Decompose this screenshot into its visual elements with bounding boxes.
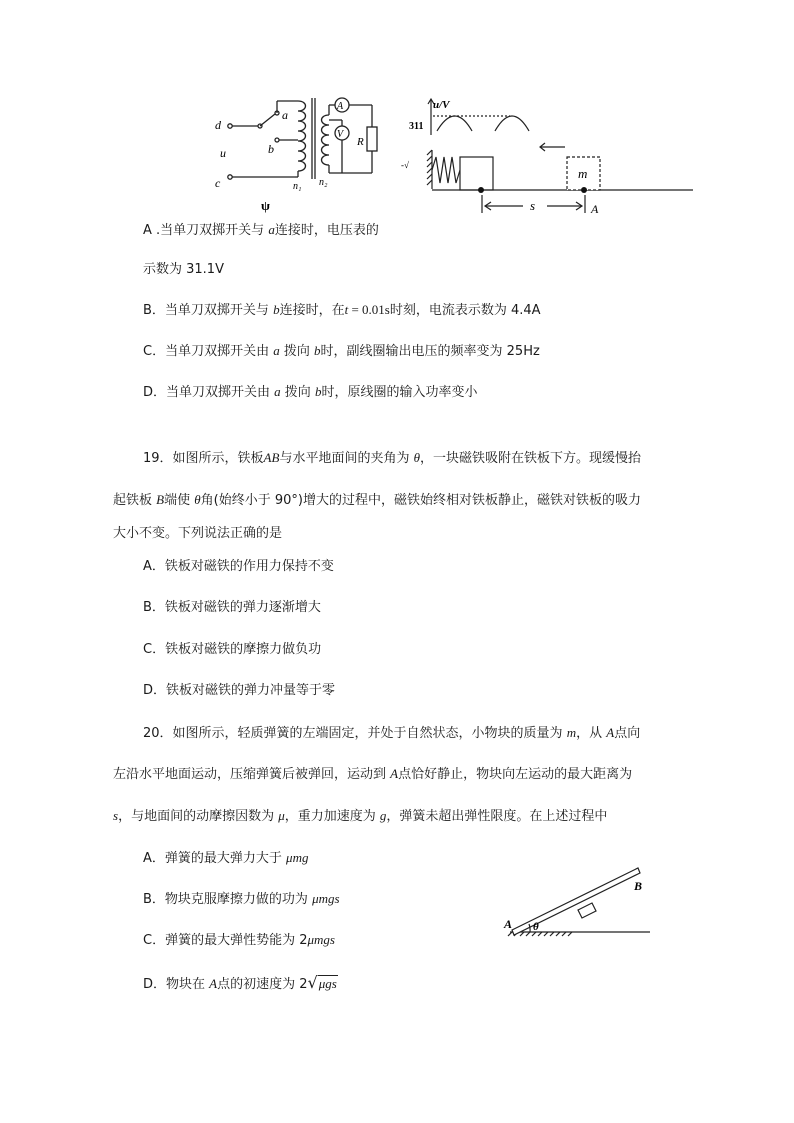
transformer-circuit-figure	[205, 95, 405, 215]
q19-option-c: C．铁板对磁铁的摩擦力做负功	[143, 642, 322, 657]
incline-label-b: B	[634, 879, 643, 893]
label-c: c	[215, 176, 221, 190]
q20-option-c: C．弹簧的最大弹性势能为 2μmgs	[143, 932, 335, 948]
neg-label: -√	[401, 160, 409, 170]
q20-option-d: D．物块在 A点的初速度为 2√μgs	[143, 973, 337, 992]
incline-label-a: A	[504, 917, 513, 931]
sqrt-symbol: √	[307, 973, 318, 992]
label-n1: n₁	[293, 181, 302, 192]
label-n2: n₂	[319, 177, 328, 188]
q18-option-a-line2: 示数为 31.1V	[143, 262, 224, 277]
q20-option-a: A．弹簧的最大弹力大于 μmg	[143, 850, 309, 866]
q20-option-b: B．物块克服摩擦力做的功为 μmgs	[143, 891, 340, 907]
q20-stem-line3: s，与地面间的动摩擦因数为 μ，重力加速度为 g，弹簧未超出弹性限度。在上述过程中	[113, 808, 608, 824]
label-d: d	[215, 118, 221, 132]
mass-label: m	[578, 166, 588, 181]
point-a-label: A	[591, 202, 599, 216]
incline-figure	[500, 862, 660, 942]
q20-stem-line1: 20．如图所示，轻质弹簧的左端固定，并处于自然状态，小物块的质量为 m，从 A点向	[143, 725, 641, 741]
q19-stem-line2: 起铁板 B端使 θ角(始终小于 90°)增大的过程中，磁铁始终相对铁板静止，磁铁对铁板的吸力	[113, 492, 641, 508]
resistor-label: R	[357, 136, 364, 148]
label-u: u	[220, 146, 226, 160]
peak-label: 311	[409, 121, 424, 132]
q18-option-c: C．当单刀双掷开关由 a 拨向 b时，副线圈输出电压的频率变为 25Hz	[143, 343, 540, 359]
figure-caption: ψ	[261, 198, 270, 213]
label-b: b	[268, 142, 274, 156]
incline-label-theta: θ	[533, 921, 539, 933]
axis-label: u/V	[433, 99, 450, 111]
q18-option-a: A .当单刀双掷开关与 a连接时，电压表的	[143, 222, 379, 238]
q19-stem-line3: 大小不变。下列说法正确的是	[113, 526, 283, 541]
q18-option-d: D．当单刀双掷开关由 a 拨向 b时，原线圈的输入功率变小	[143, 384, 478, 400]
voltmeter-label: V	[337, 129, 344, 140]
distance-label: s	[530, 198, 536, 213]
q20-stem-line2: 左沿水平地面运动，压缩弹簧后被弹回，运动到 A点恰好静止，物块向左运动的最大距离为	[113, 766, 633, 782]
label-a: a	[282, 108, 288, 122]
spring-block-figure	[401, 95, 695, 220]
q18-option-b: B．当单刀双掷开关与 b连接时，在t = 0.01s时刻，电流表示数为 4.4A	[143, 302, 541, 318]
q19-option-a: A．铁板对磁铁的作用力保持不变	[143, 559, 334, 574]
ammeter-label: A	[337, 101, 344, 112]
q19-option-b: B．铁板对磁铁的弹力逐渐增大	[143, 600, 321, 615]
q19-option-d: D．铁板对磁铁的弹力冲量等于零	[143, 683, 336, 698]
q19-stem-line1: 19．如图所示，铁板AB与水平地面间的夹角为 θ，一块磁铁吸附在铁板下方。现缓慢抬	[143, 450, 641, 466]
